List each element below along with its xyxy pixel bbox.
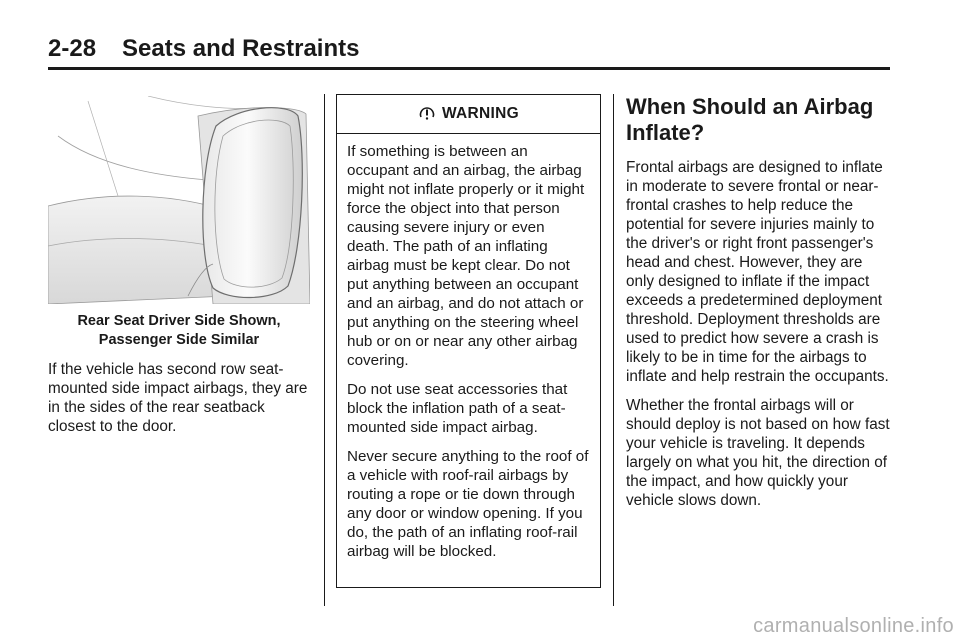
- watermark: carmanualsonline.info: [753, 615, 954, 637]
- right-column: [626, 94, 892, 520]
- left-column: [48, 96, 310, 446]
- page-header: [48, 34, 890, 70]
- warning-paragraph-3: Never secure anything to the roof of a vehicle with roof-rail airbags by routing a rope or tie down through any door or window opening. If you do, the path of an inflating roof-rail airbag will be blocked.: [347, 448, 589, 560]
- section-heading: When Should an Airbag Inflate?: [626, 94, 874, 145]
- warning-box: [336, 94, 601, 588]
- warning-body: [337, 134, 600, 561]
- section-title: Seats and Restraints: [122, 35, 360, 62]
- illustration-caption: [48, 312, 310, 350]
- caption-line-2: Passenger Side Similar: [98, 332, 260, 348]
- warning-icon: [418, 105, 436, 123]
- left-paragraph: If the vehicle has second row seat-mounted side impact airbags, they are in the sides of the rear seatback closest to the door.: [48, 361, 308, 435]
- right-paragraph-1: Frontal airbags are designed to inflate in moderate to severe frontal or near-frontal crashes to help reduce the potential for severe injuries mainly to the driver's or right front passenger's head and chest. However, they are only designed to inflate if the impact exceeds a predetermined deployment threshold. Deployment thresholds are used to predict how severe a crash is likely to be in time for the airbags to inflate and help restrain the occupants.: [626, 159, 889, 385]
- warning-label: WARNING: [441, 105, 519, 122]
- warning-header: [337, 95, 600, 134]
- warning-paragraph-2: Do not use seat accessories that block the inflation path of a seat-mounted side impact airbag.: [347, 381, 568, 436]
- caption-line-1: Rear Seat Driver Side Shown,: [77, 313, 281, 329]
- seat-side-airbag-illustration: [48, 96, 310, 304]
- column-divider-right: [613, 94, 614, 606]
- column-divider-left: [324, 94, 325, 606]
- right-paragraph-2: Whether the frontal airbags will or should deploy is not based on how fast your vehicle is traveling. It depends largely on what you hit, the direction of the impact, and how quickly your vehicle slows down.: [626, 397, 890, 509]
- warning-paragraph-1: If something is between an occupant and an airbag, the airbag might not inflate properly or it might force the object into that person causing severe injury or even death. The path of an inflating airbag must be kept clear. Do not put anything between an occupant and an airbag, and do not attach or put anything on the steering wheel hub or on or near any other airbag covering.: [347, 143, 585, 369]
- page-number: 2-28: [48, 35, 97, 62]
